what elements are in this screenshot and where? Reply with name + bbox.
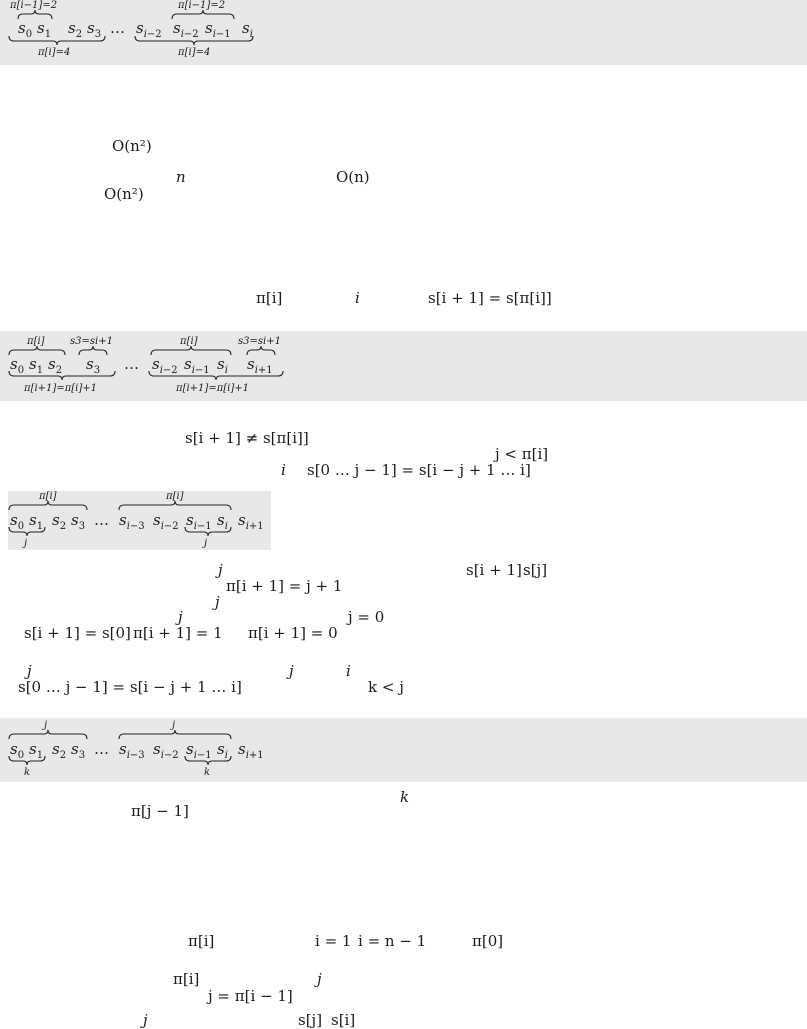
math-inline: s[i] [331,1011,356,1029]
seq-si-2: $s_{i-2}$ [136,19,162,40]
seq-si+1: $s_{i+1}$ [238,740,264,761]
diagram-band-2 [0,331,807,401]
math-inline: O(n²) [104,185,144,203]
seq-si+1: $s_{i+1}$ [247,355,273,376]
seq-si: $s_i$ [242,19,253,40]
math-inline: O(n) [336,168,370,186]
seq-si-3: $s_{i-3}$ [119,511,145,532]
seq-s2: $s_2$ [52,740,67,761]
math-inline: k [400,788,410,806]
math-inline: s[j] [298,1011,323,1029]
seq-ellipsis: … [94,740,109,758]
seq-si: $s_i$ [217,511,228,532]
math-inline: j [178,608,183,626]
math-inline: π[i] [173,970,200,988]
seq-s1: $s_1$ [29,511,44,532]
math-inline: i = 1 [315,932,352,950]
seq-si-1: $s_{i-1}$ [184,355,210,376]
math-inline: s[0 … j − 1] = s[i − j + 1 … i] [18,678,242,696]
underbrace [184,527,232,537]
brace-label-top-right: π[i] [166,491,184,502]
overbrace [8,730,88,740]
math-inline: j < π[i] [495,445,549,463]
seq-ellipsis: … [124,355,139,373]
math-inline: j [317,970,322,988]
brace-label-top-left: π[i] [39,491,57,502]
underbrace [8,756,46,766]
math-inline: j [27,662,32,680]
brace-label-top-left: j [44,720,48,731]
seq-si-3: $s_{i-3}$ [119,740,145,761]
seq-s0: $s_0$ [10,355,25,376]
math-inline: j [218,561,223,579]
underbrace [8,527,46,537]
underbrace [8,371,116,381]
underbrace [148,371,284,381]
seq-si-2: $s_{i-2}$ [152,355,178,376]
brace-label-bottom-right: π[i]=4 [178,47,211,58]
overbrace [8,501,88,511]
math-inline: n [176,168,186,186]
seq-s3: $s_3$ [86,355,101,376]
math-inline: j = 0 [348,608,385,626]
underbrace-right [134,36,254,46]
seq-si-1: $s_{i-1}$ [205,19,231,40]
math-inline: j [289,662,294,680]
seq-ellipsis: … [94,511,109,529]
seq-si-2b: $s_{i-2}$ [173,19,199,40]
seq-si: $s_i$ [217,740,228,761]
seq-si-1: $s_{i-1}$ [186,511,212,532]
math-inline: O(n²) [112,137,152,155]
brace-label-top-right: j [172,720,176,731]
brace-label-bottom-left: j [24,538,28,549]
math-inline: k < j [368,678,404,696]
brace-label-bottom-left: k [24,767,31,778]
math-inline: π[i + 1] = 1 [133,624,223,642]
brace-label-bottom-right: k [204,767,211,778]
overbrace [118,501,232,511]
brace-label-top-right: π[i] [180,336,198,347]
math-inline: s[0 … j − 1] = s[i − j + 1 … i] [307,461,531,479]
brace-label-bottom-left: π[i+1]=π[i]+1 [24,383,98,394]
math-inline: s[i + 1] ≠ s[π[i]] [185,429,309,447]
math-inline: π[i] [188,932,215,950]
seq-s2: $s_2$ [48,355,63,376]
seq-si-1: $s_{i-1}$ [186,740,212,761]
underbrace-left [8,36,106,46]
brace-label-bottom-left: π[i]=4 [38,47,71,58]
brace-label-top-far: s3=si+1 [238,336,281,347]
brace-label-top-left: π[i−1]=2 [10,0,58,11]
math-inline: i [355,289,360,307]
seq-s2: $s_2$ [52,511,67,532]
seq-s2: $s_2$ [68,19,83,40]
math-inline: s[j] [523,561,548,579]
seq-si+1: $s_{i+1}$ [238,511,264,532]
underbrace [184,756,232,766]
seq-si-2: $s_{i-2}$ [153,740,179,761]
seq-s1: $s_1$ [29,355,44,376]
brace-label-top-right: π[i−1]=2 [178,0,226,11]
math-inline: π[0] [472,932,504,950]
seq-ellipsis: … [110,19,125,37]
seq-s3: $s_3$ [71,740,86,761]
seq-s3: $s_3$ [71,511,86,532]
math-inline: i [346,662,351,680]
math-inline: π[i + 1] = 0 [248,624,338,642]
seq-s0: $s_0$ [10,740,25,761]
seq-s0: $s_0$ [10,511,25,532]
overbrace [118,730,232,740]
seq-si: $s_i$ [217,355,228,376]
math-inline: i = n − 1 [358,932,427,950]
math-inline: j [143,1011,148,1029]
math-inline: j [215,593,220,611]
math-inline: π[i] [256,289,283,307]
seq-s1: $s_1$ [29,740,44,761]
seq-s0: $s_0$ [18,19,33,40]
brace-label-top-left: π[i] [27,336,45,347]
math-inline: π[i + 1] = j + 1 [226,577,343,595]
math-inline: i [281,461,286,479]
math-inline: π[j − 1] [131,802,189,820]
brace-label-top-mid: s3=si+1 [70,336,113,347]
seq-s3: $s_3$ [87,19,102,40]
seq-s1: $s_1$ [37,19,52,40]
math-inline: s[i + 1] [466,561,522,579]
seq-si-2: $s_{i-2}$ [153,511,179,532]
math-inline: s[i + 1] = s[π[i]] [428,289,552,307]
math-inline: j = π[i − 1] [208,987,293,1005]
brace-label-bottom-right: j [204,538,208,549]
math-inline: s[i + 1] = s[0] [24,624,131,642]
brace-label-bottom-right: π[i+1]=π[i]+1 [176,383,250,394]
